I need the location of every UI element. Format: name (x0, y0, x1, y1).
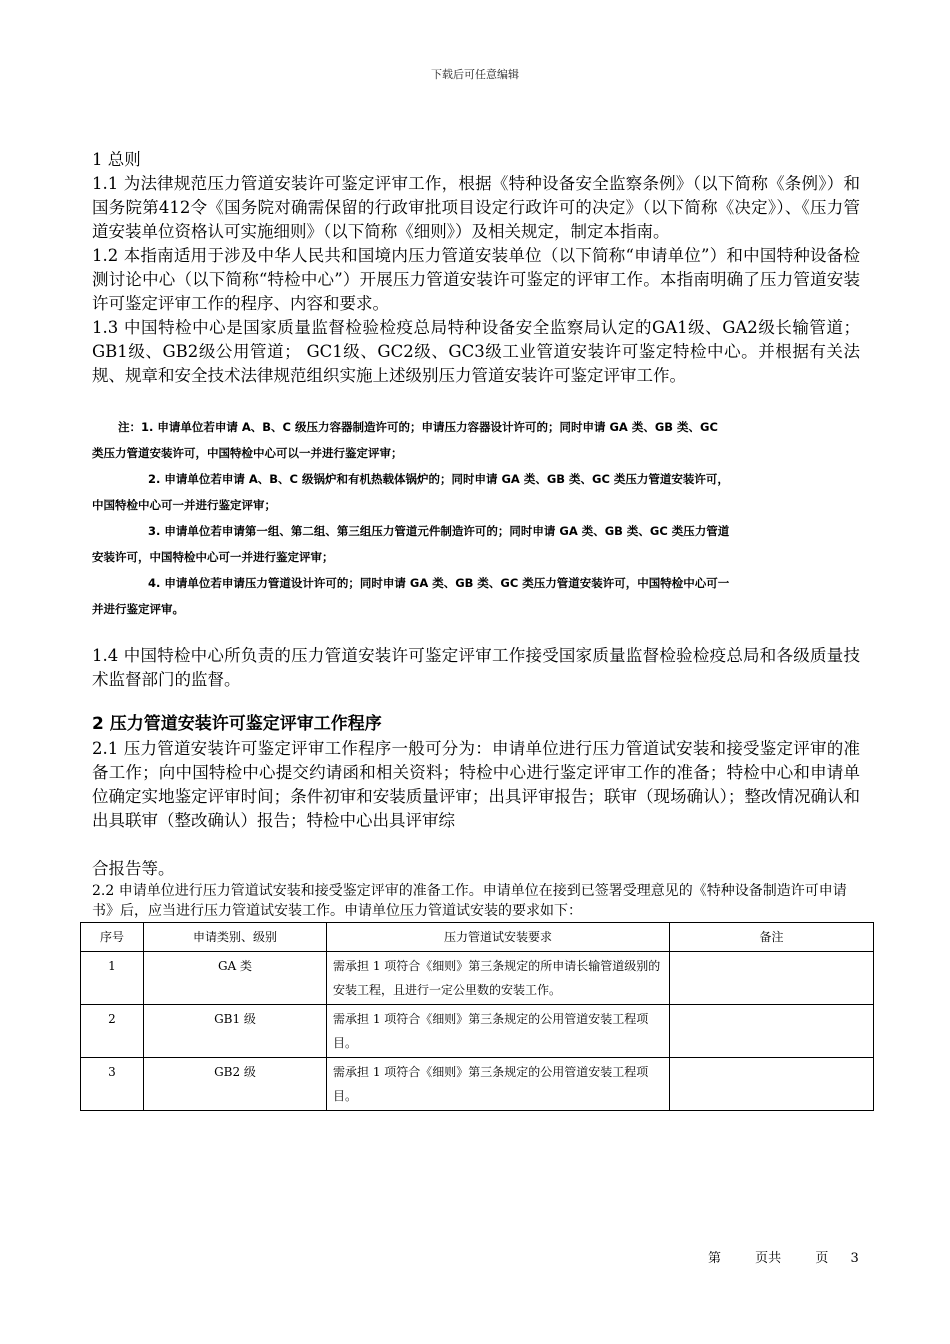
table-header-cell: 压力管道试安装要求 (327, 923, 670, 952)
table-cell-category: GA 类 (144, 952, 327, 1005)
note-1-line-2: 类压力管道安装许可，中国特检中心可以一并进行鉴定评审； (92, 446, 403, 460)
table-cell-requirement: 需承担 1 项符合《细则》第三条规定的所申请长输管道级别的安装工程，且进行一定公里数的安装工作。 (327, 952, 670, 1005)
note-3-line-1: 3. 申请单位若申请第一组、第二组、第三组压力管道元件制造许可的；同时申请 GA 类、GB 类、GC 类压力管道 (148, 524, 730, 538)
section-1-title: 1 总则 (92, 150, 141, 169)
paragraph-1-4: 1.4 中国特检中心所负责的压力管道安装许可鉴定评审工作接受国家质量监督检验检疫总局和各级质量技术监督部门的监督。 (92, 646, 860, 689)
table-cell-note (670, 952, 874, 1005)
table-header-cell: 申请类别、级别 (144, 923, 327, 952)
table-cell-category: GB1 级 (144, 1005, 327, 1058)
footer-di: 第 (708, 1251, 722, 1266)
table-cell-note (670, 1058, 874, 1111)
table-cell-requirement: 需承担 1 项符合《细则》第三条规定的公用管道安装工程项目。 (327, 1005, 670, 1058)
note-4-line-1: 4. 申请单位若申请压力管道设计许可的；同时申请 GA 类、GB 类、GC 类压力管道安装许可，中国特检中心可一 (148, 576, 730, 590)
note-4-line-2: 并进行鉴定评审。 (92, 602, 184, 616)
footer-page-number: 3 (850, 1251, 859, 1266)
page-header: 下载后可任意编辑 (431, 68, 519, 81)
note-2-line-1: 2. 申请单位若申请 A、B、C 级锅炉和有机热载体锅炉的；同时申请 GA 类、GB 类、GC 类压力管道安装许可， (148, 472, 729, 486)
table-cell-no: 3 (81, 1058, 144, 1111)
paragraph-2-1: 2.1 压力管道安装许可鉴定评审工作程序一般可分为：申请单位进行压力管道试安装和接受鉴定评审的准备工作；向中国特检中心提交约请函和相关资料；特检中心进行鉴定评审工作的准备；特检中心和申请单位确定实地鉴定评审时间；条件初审和安装质量评审；出具评审报告；联审（现场确认）；整改情况确认和出具联审（整改确认）报告；特检中心出具评审综 (92, 739, 860, 830)
paragraph-1-3: 1.3 中国特检中心是国家质量监督检验检疫总局特种设备安全监察局认定的GA1级、GA2级长输管道； GB1级、GB2级公用管道； GC1级、GC2级、GC3级工业管道安装许可鉴定特检中心。并根据有关法规、规章和安全技术法律规范组织实施上述级别压力管道安装许可鉴定评审工作。 (92, 318, 860, 385)
paragraph-1-2: 1.2 本指南适用于涉及中华人民共和国境内压力管道安装单位（以下简称“申请单位”）和中国特种设备检测讨论中心（以下简称“特检中心”）开展压力管道安装许可鉴定的评审工作。本指南明确了压力管道安装许可鉴定评审工作的程序、内容和要求。 (92, 246, 860, 313)
table-cell-no: 2 (81, 1005, 144, 1058)
footer-ye: 页 (815, 1251, 829, 1266)
paragraph-1-1: 1.1 为法律规范压力管道安装许可鉴定评审工作，根据《特种设备安全监察条例》（以下简称《条例》）和国务院第412令《国务院对确需保留的行政审批项目设定行政许可的决定》（以下简称《决定》）、《压力管道安装单位资格认可实施细则》（以下简称《细则》）及相关规定，制定本指南。 (92, 174, 860, 241)
document-body (92, 148, 860, 1111)
table-header-cell: 备注 (670, 923, 874, 952)
table-header-row (81, 923, 874, 952)
note-3-line-2: 安装许可，中国特检中心可一并进行鉴定评审； (92, 550, 334, 564)
table-cell-category: GB2 级 (144, 1058, 327, 1111)
requirements-table (80, 922, 874, 1111)
section-2-title: 2 压力管道安装许可鉴定评审工作程序 (92, 714, 382, 734)
page-footer (708, 1247, 859, 1266)
table-row (81, 1005, 874, 1058)
notes-block (92, 414, 860, 622)
table-cell-note (670, 1005, 874, 1058)
note-1-line-1: 注：1. 申请单位若申请 A、B、C 级压力容器制造许可的；申请压力容器设计许可的；同时申请 GA 类、GB 类、GC (118, 420, 718, 434)
table-header-cell: 序号 (81, 923, 144, 952)
table-row (81, 1058, 874, 1111)
paragraph-2-1-cont: 合报告等。 (92, 859, 175, 878)
table-cell-no: 1 (81, 952, 144, 1005)
footer-ye-gong: 页共 (755, 1251, 782, 1266)
paragraph-2-2: 2.2 申请单位进行压力管道试安装和接受鉴定评审的准备工作。申请单位在接到已签署受理意见的《特种设备制造许可申请书》后，应当进行压力管道试安装工作。申请单位压力管道试安装的要求如下： (92, 883, 847, 919)
note-2-line-2: 中国特检中心可一并进行鉴定评审； (92, 498, 276, 512)
table-cell-requirement: 需承担 1 项符合《细则》第三条规定的公用管道安装工程项目。 (327, 1058, 670, 1111)
table-row (81, 952, 874, 1005)
